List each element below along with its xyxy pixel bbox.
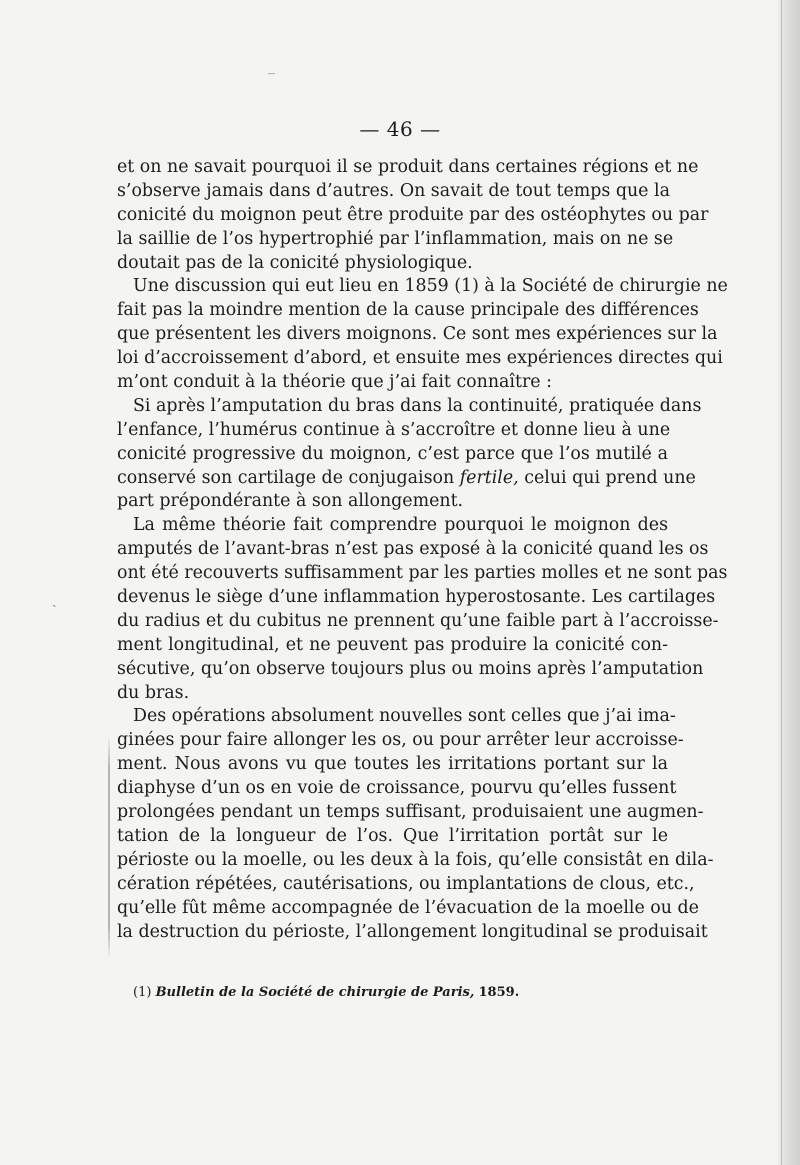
text-line: part prépondérante à son allongement. <box>117 491 464 512</box>
text-line: conicité du moignon peut être produite par des ostéophytes ou par <box>117 204 709 225</box>
text-line: tation de la longueur de l’os. Que l’irritation portât sur le <box>117 825 668 846</box>
text-line: doutait pas de la conicité physiologique. <box>117 252 473 273</box>
scan-speck-mark: ‾ <box>268 72 275 88</box>
scan-margin-mark: ˎ <box>52 592 57 608</box>
text-line: Si après l’amputation du bras dans la continuité, pratiquée dans <box>133 395 702 416</box>
footnote-source: Bulletin de la Société de chirurgie de Paris, <box>155 985 475 1000</box>
text-segment: celui qui prend une <box>518 467 696 488</box>
text-line: la saillie de l’os hypertrophié par l’inflammation, mais on ne se <box>117 228 674 249</box>
footnote-marker: (1) <box>133 985 152 1000</box>
text-line: La même théorie fait comprendre pourquoi le moignon des <box>133 515 668 536</box>
text-line: diaphyse d’un os en voie de croissance, pourvu qu’elles fussent <box>117 778 677 799</box>
text-line: sécutive, qu’on observe toujours plus ou moins après l’amputation <box>117 658 704 679</box>
text-line: et on ne savait pourquoi il se produit dans certaines régions et ne <box>117 157 699 177</box>
text-segment: conservé son cartilage de conjugaison <box>117 467 455 488</box>
text-line: du bras. <box>117 682 190 703</box>
text-line: que présentent les divers moignons. Ce sont mes expériences sur la <box>117 324 718 345</box>
text-line: du radius et du cubitus ne prennent qu’une faible part à l’accroisse- <box>117 610 719 631</box>
text-line: fait pas la moindre mention de la cause principale des différences <box>117 300 699 321</box>
text-line: amputés de l’avant-bras n’est pas exposé à la conicité quand les os <box>117 539 709 560</box>
text-line-fertile <box>117 467 696 491</box>
text-line: conicité progressive du moignon, c’est parce que l’os mutilé a <box>117 443 668 464</box>
italic-word: fertile, <box>459 467 519 488</box>
text-line: devenus le siège d’une inflammation hyperostosante. Les cartilages <box>117 587 716 608</box>
page-edge-line <box>781 0 782 1165</box>
text-line: ment longitudinal, et ne peuvent pas produire la conicité con- <box>117 634 668 655</box>
text-line: Des opérations absolument nouvelles sont celles que j’ai ima- <box>133 706 676 727</box>
text-line: s’observe jamais dans d’autres. On savait de tout temps que la <box>117 180 670 201</box>
text-line: m’ont conduit à la théorie que j’ai fait connaître : <box>117 372 552 393</box>
text-line: cération répétées, cautérisations, ou implantations de clous, etc., <box>117 873 695 894</box>
footnote <box>133 985 519 1000</box>
text-line: prolongées pendant un temps suffisant, produisaient une augmen- <box>117 802 704 823</box>
text-line: l’enfance, l’humérus continue à s’accroître et donne lieu à une <box>117 419 671 440</box>
text-line: périoste ou la moelle, ou les deux à la fois, qu’elle consistât en dila- <box>117 849 714 870</box>
text-line: qu’elle fût même accompagnée de l’évacuation de la moelle ou de <box>117 897 699 918</box>
text-line: ginées pour faire allonger les os, ou pour arrêter leur accroisse- <box>117 730 684 751</box>
body-text <box>117 156 728 944</box>
text-line: Une discussion qui eut lieu en 1859 (1) à la Société de chirurgie ne <box>133 276 728 297</box>
page-number: — 46 — <box>359 117 441 141</box>
margin-pencil-mark <box>108 735 110 960</box>
text-line: ment. Nous avons vu que toutes les irritations portant sur la <box>117 754 668 775</box>
footnote-year: 1859. <box>478 985 520 1000</box>
text-line: la destruction du périoste, l’allongement longitudinal se produisait <box>117 921 708 942</box>
text-line: loi d’accroissement d’abord, et ensuite mes expériences directes qui <box>117 348 723 369</box>
text-line: ont été recouverts suffisamment par les parties molles et ne sont pas <box>117 563 728 584</box>
